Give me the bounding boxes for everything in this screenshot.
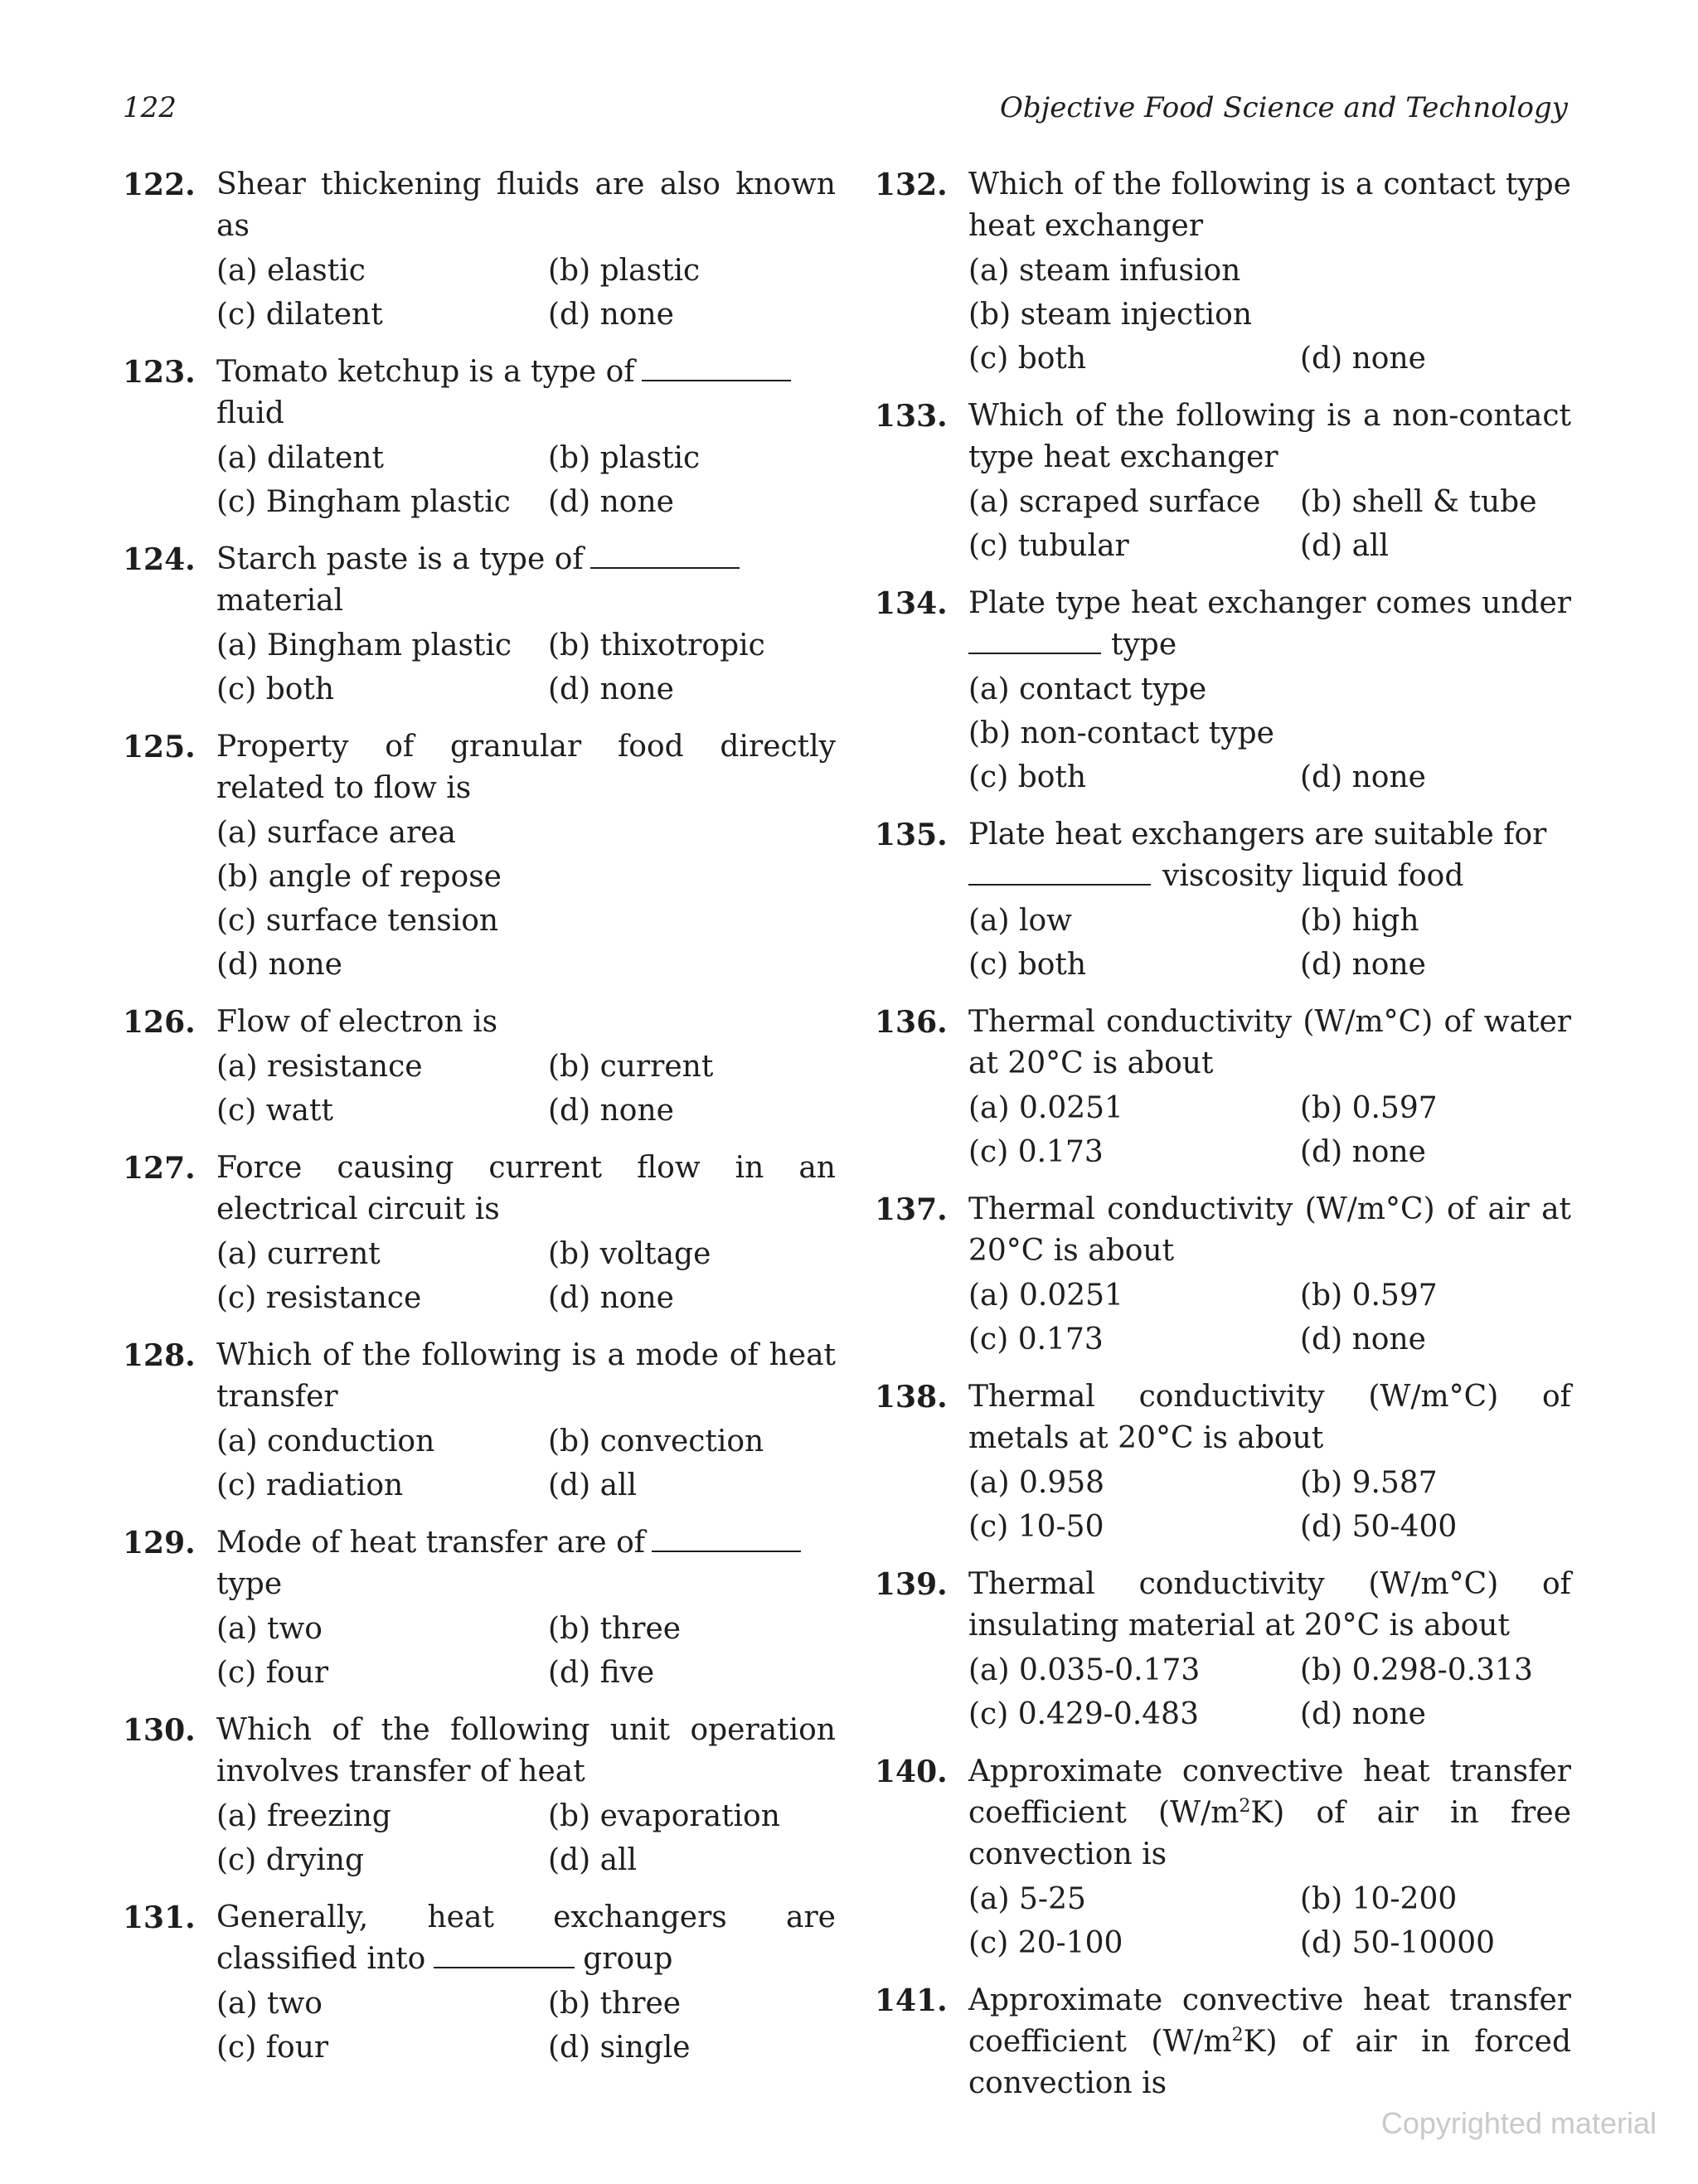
question-text: Thermal conductivity (W/m°C) of insulating material at 20°C is about	[968, 1567, 1571, 1643]
option-b: (b) current	[548, 1050, 714, 1084]
question-137	[875, 1189, 1571, 1361]
answer-blank	[590, 544, 740, 569]
option-d: (d) none	[548, 1281, 674, 1315]
question-text: Property of granular food directly related to flow is	[216, 730, 836, 805]
options	[216, 1232, 836, 1320]
option-a: (a) conduction	[216, 1424, 435, 1458]
option-a: (a) freezing	[216, 1799, 391, 1833]
option-d: (d) none	[1300, 760, 1426, 794]
question-text: Which of the following is a non-contact type heat exchanger	[968, 399, 1571, 474]
option-c: (c) both	[968, 342, 1087, 376]
question-130	[123, 1710, 836, 1882]
options	[216, 249, 836, 337]
option-a: (a) 0.035-0.173	[968, 1653, 1201, 1687]
question-number: 129.	[123, 1526, 196, 1560]
option-d: (d) none	[548, 485, 674, 519]
option-b: (b) three	[548, 1612, 682, 1646]
question-number: 128.	[123, 1338, 196, 1373]
option-a: (a) 0.0251	[968, 1279, 1123, 1313]
question-text: Force causing current flow in an electrical circuit is	[216, 1151, 836, 1226]
option-b: (b) voltage	[548, 1237, 711, 1271]
option-a: (a) dilatent	[216, 441, 384, 475]
options	[968, 1086, 1571, 1174]
question-141	[875, 1980, 1571, 2104]
question-number: 127.	[123, 1151, 196, 1186]
option-d: (d) none	[1300, 1323, 1426, 1357]
option-c: (c) resistance	[216, 1281, 422, 1315]
option-c: (c) 0.173	[968, 1135, 1104, 1169]
question-text: Flow of electron is	[216, 1005, 498, 1039]
question-128	[123, 1335, 836, 1507]
copyright-watermark: Copyrighted material	[1380, 2106, 1657, 2140]
option-a: (a) contact type	[968, 672, 1207, 706]
option-b: (b) three	[548, 1987, 682, 2021]
question-number: 130.	[123, 1713, 196, 1748]
option-b: (b) angle of repose	[216, 860, 502, 894]
options	[216, 1982, 836, 2070]
option-a: (a) steam infusion	[968, 254, 1241, 288]
page-number: 122	[123, 91, 177, 124]
option-a: (a) two	[216, 1987, 323, 2021]
question-text: Thermal conductivity (W/m°C) of metals at 20°C is about	[968, 1380, 1571, 1455]
option-a: (a) scraped surface	[968, 485, 1261, 519]
option-d: (d) none	[548, 672, 674, 706]
option-d: (d) none	[548, 298, 674, 332]
option-c: (c) drying	[216, 1843, 365, 1877]
option-d: (d) all	[1300, 529, 1390, 563]
option-a: (a) low	[968, 904, 1072, 938]
option-c: (c) 0.173	[968, 1323, 1104, 1357]
option-c: (c) surface tension	[216, 904, 499, 938]
option-c: (c) both	[216, 672, 335, 706]
option-b: (b) 0.597	[1300, 1091, 1438, 1125]
option-d: (d) five	[548, 1656, 655, 1690]
question-number: 141.	[875, 1983, 948, 2018]
page-header	[0, 91, 1698, 133]
options	[216, 1045, 836, 1133]
question-135	[875, 814, 1571, 987]
question-140	[875, 1751, 1571, 1965]
question-124	[123, 539, 836, 711]
option-c: (c) tubular	[968, 529, 1129, 563]
answer-blank	[642, 357, 791, 381]
question-text: Starch paste is a type of material	[216, 539, 836, 622]
options	[216, 1420, 836, 1507]
options	[968, 249, 1571, 381]
question-text: Generally, heat exchangers are classified into group	[216, 1900, 836, 1976]
option-c: (c) 0.429-0.483	[968, 1697, 1199, 1731]
question-number: 124.	[123, 542, 196, 577]
option-b: (b) evaporation	[548, 1799, 780, 1833]
option-c: (c) radiation	[216, 1468, 404, 1502]
option-c: (c) four	[216, 1656, 329, 1690]
options	[968, 480, 1571, 568]
option-d: (d) single	[548, 2031, 691, 2065]
options	[216, 624, 836, 711]
option-c: (c) 20-100	[968, 1926, 1123, 1960]
option-d: (d) all	[548, 1843, 638, 1877]
question-text: Approximate convective heat transfer coefficient $(W/m^2K)$ of air in free convection is	[968, 1754, 1571, 1871]
option-d: (d) all	[548, 1468, 638, 1502]
option-c: (c) watt	[216, 1094, 333, 1128]
option-b: (b) 10-200	[1300, 1882, 1458, 1916]
question-number: 140.	[875, 1754, 948, 1789]
option-a: (a) two	[216, 1612, 323, 1646]
question-number: 139.	[875, 1567, 948, 1602]
question-number: 136.	[875, 1005, 948, 1040]
question-text: Which of the following unit operation involves transfer of heat	[216, 1713, 836, 1788]
question-number: 133.	[875, 399, 948, 434]
option-c: (c) both	[968, 760, 1087, 794]
option-a: (a) resistance	[216, 1050, 423, 1084]
question-139	[875, 1564, 1571, 1736]
question-text: Approximate convective heat transfer coefficient $(W/m^2K)$ of air in forced convection is	[968, 1983, 1571, 2100]
question-number: 132.	[875, 167, 948, 202]
option-d: (d) none	[1300, 1697, 1426, 1731]
option-b: (b) 9.587	[1300, 1466, 1438, 1500]
options	[968, 1648, 1571, 1736]
option-a: (a) elastic	[216, 254, 366, 288]
option-a: (a) surface area	[216, 816, 457, 850]
option-a: (a) 0.958	[968, 1466, 1105, 1500]
options	[968, 667, 1571, 799]
option-b: (b) thixotropic	[548, 629, 765, 662]
question-number: 137.	[875, 1192, 948, 1227]
question-number: 131.	[123, 1900, 196, 1935]
option-d: (d) 50-400	[1300, 1510, 1458, 1544]
option-b: (b) convection	[548, 1424, 764, 1458]
question-number: 138.	[875, 1380, 948, 1415]
option-c: (c) four	[216, 2031, 329, 2065]
question-text: Shear thickening fluids are also known as	[216, 167, 836, 243]
options	[216, 811, 836, 987]
options	[216, 1607, 836, 1695]
option-a: (a) 0.0251	[968, 1091, 1123, 1125]
option-d: (d) none	[1300, 1135, 1426, 1169]
options	[968, 1877, 1571, 1965]
answer-blank	[968, 629, 1101, 654]
question-text: Tomato ketchup is a type of fluid	[216, 352, 836, 434]
options	[968, 1274, 1571, 1361]
question-126	[123, 1002, 836, 1133]
question-129	[123, 1522, 836, 1695]
question-132	[875, 164, 1571, 381]
option-d: (d) none	[1300, 948, 1426, 982]
question-number: 125.	[123, 730, 196, 764]
question-text: Thermal conductivity (W/m°C) of water at 20°C is about	[968, 1005, 1571, 1080]
question-136	[875, 1002, 1571, 1174]
question-138	[875, 1376, 1571, 1549]
question-text: Which of the following is a mode of heat transfer	[216, 1338, 836, 1414]
question-text: Thermal conductivity (W/m°C) of air at 20°C is about	[968, 1192, 1571, 1268]
question-number: 134.	[875, 586, 948, 621]
options	[968, 1461, 1571, 1549]
book-title: Objective Food Science and Technology	[1000, 91, 1568, 124]
question-122	[123, 164, 836, 337]
option-a: (a) 5-25	[968, 1882, 1086, 1916]
question-text: Plate heat exchangers are suitable for viscosity liquid food	[968, 818, 1547, 893]
question-number: 135.	[875, 818, 948, 852]
option-d: (d) none	[1300, 342, 1426, 376]
question-133	[875, 396, 1571, 568]
options	[968, 899, 1571, 987]
answer-blank	[968, 861, 1151, 886]
question-text: Mode of heat transfer are of type	[216, 1522, 836, 1605]
option-b: (b) 0.597	[1300, 1279, 1438, 1313]
option-d: (d) none	[216, 948, 342, 982]
option-b: (b) 0.298-0.313	[1300, 1653, 1533, 1687]
question-131	[123, 1897, 836, 2070]
option-a: (a) current	[216, 1237, 381, 1271]
question-number: 126.	[123, 1005, 196, 1040]
question-number: 122.	[123, 167, 196, 202]
option-b: (b) non-contact type	[968, 716, 1274, 750]
options	[216, 1794, 836, 1882]
answer-blank	[434, 1944, 575, 1968]
question-number: 123.	[123, 355, 196, 390]
option-d: (d) 50-10000	[1300, 1926, 1496, 1960]
option-b: (b) steam injection	[968, 298, 1253, 332]
option-c: (c) dilatent	[216, 298, 383, 332]
option-c: (c) Bingham plastic	[216, 485, 511, 519]
question-123	[123, 352, 836, 524]
question-127	[123, 1148, 836, 1320]
option-b: (b) plastic	[548, 254, 701, 288]
question-text: Plate type heat exchanger comes undertype	[968, 586, 1571, 662]
option-d: (d) none	[548, 1094, 674, 1128]
left-column	[123, 164, 836, 2085]
option-b: (b) shell & tube	[1300, 485, 1537, 519]
question-text: Which of the following is a contact type heat exchanger	[968, 167, 1571, 243]
options	[216, 436, 836, 524]
option-a: (a) Bingham plastic	[216, 629, 512, 662]
option-b: (b) plastic	[548, 441, 701, 475]
option-c: (c) both	[968, 948, 1087, 982]
question-125	[123, 726, 836, 987]
answer-blank	[652, 1527, 801, 1552]
question-134	[875, 583, 1571, 799]
option-b: (b) high	[1300, 904, 1419, 938]
right-column	[875, 164, 1571, 2119]
option-c: (c) 10-50	[968, 1510, 1104, 1544]
